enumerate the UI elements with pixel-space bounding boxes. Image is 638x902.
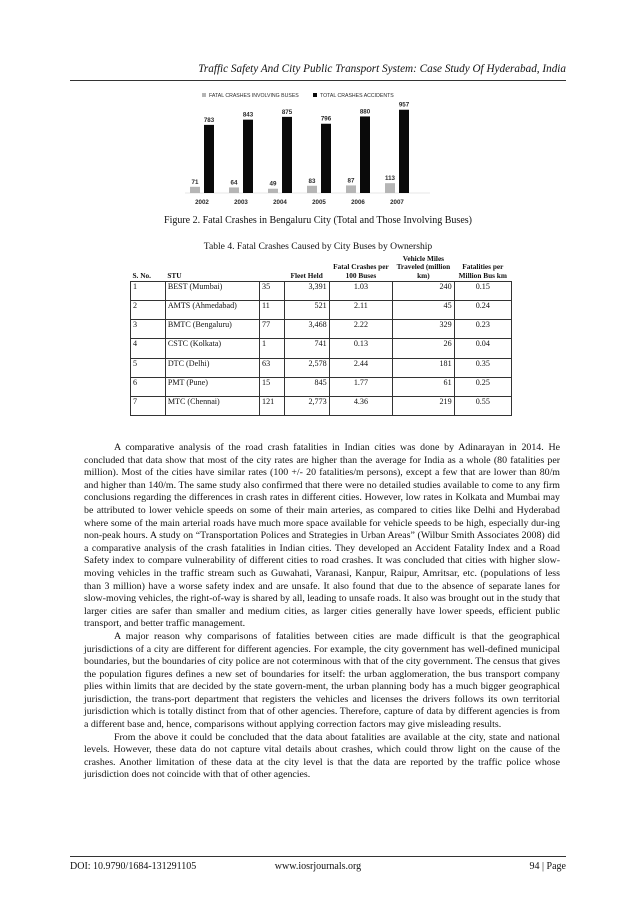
bar-total xyxy=(399,110,409,193)
cell-sno: 1 xyxy=(131,282,166,301)
cell-sno: 7 xyxy=(131,396,166,415)
col-header-blank xyxy=(260,254,285,282)
data-label-fatal: 83 xyxy=(308,177,316,185)
cell-fatal-crashes: 2.11 xyxy=(329,301,393,320)
cell-code: 1 xyxy=(260,339,285,358)
cell-fleet: 2,773 xyxy=(284,396,329,415)
table-row xyxy=(131,396,512,415)
cell-vehicle-miles: 181 xyxy=(393,358,454,377)
footer-website: www.iosrjournals.org xyxy=(274,861,362,872)
table-row xyxy=(131,377,512,396)
cell-fleet: 741 xyxy=(284,339,329,358)
table-row xyxy=(131,282,512,301)
bar-total xyxy=(321,124,331,193)
cell-code: 11 xyxy=(260,301,285,320)
table-caption: Table 4. Fatal Crashes Caused by City Buses by Ownership xyxy=(203,241,433,252)
cell-fatal-crashes: 1.77 xyxy=(329,377,393,396)
bar-total xyxy=(243,120,253,193)
cell-fatalities: 0.04 xyxy=(454,339,511,358)
cell-fatalities: 0.24 xyxy=(454,301,511,320)
footer-doi: DOI: 10.9790/1684-131291105 xyxy=(70,861,197,872)
table-header-row xyxy=(131,254,512,282)
cell-fleet: 3,391 xyxy=(284,282,329,301)
bar-fatal xyxy=(190,187,200,193)
fatal-crashes-table xyxy=(130,254,512,416)
cell-stu: MTC (Chennai) xyxy=(165,396,259,415)
cell-fatalities: 0.55 xyxy=(454,396,511,415)
cell-fatal-crashes: 4.36 xyxy=(329,396,393,415)
cell-fatal-crashes: 1.03 xyxy=(329,282,393,301)
data-label-fatal: 64 xyxy=(230,179,238,187)
data-label-total: 880 xyxy=(359,108,371,116)
x-tick-label: 2002 xyxy=(195,199,209,206)
legend-label-total: TOTAL CRASHES ACCIDENTS xyxy=(320,93,394,99)
col-header-fatalities: Fatalities per Million Bus km xyxy=(454,254,511,282)
data-label-total: 783 xyxy=(203,116,215,124)
bar-fatal xyxy=(307,186,317,193)
bar-chart xyxy=(180,88,450,216)
cell-vehicle-miles: 61 xyxy=(393,377,454,396)
bar-fatal xyxy=(385,183,395,193)
cell-stu: PMT (Pune) xyxy=(165,377,259,396)
cell-fatal-crashes: 2.44 xyxy=(329,358,393,377)
cell-code: 35 xyxy=(260,282,285,301)
bar-fatal xyxy=(346,185,356,193)
header-rule xyxy=(70,80,566,81)
table-row xyxy=(131,339,512,358)
col-header-fleet: Fleet Held xyxy=(284,254,329,282)
cell-code: 63 xyxy=(260,358,285,377)
cell-sno: 5 xyxy=(131,358,166,377)
bar-fatal xyxy=(229,187,239,193)
figure-caption: Figure 2. Fatal Crashes in Bengaluru City (Total and Those Involving Buses) xyxy=(164,215,472,226)
data-label-total: 875 xyxy=(281,108,293,116)
table-row xyxy=(131,301,512,320)
paragraph: A major reason why comparisons of fatalities between cities are made difficult is that the geographical jurisdictions of a city are different for different agencies. For example, the city government has well-defined municipal boundaries, but the boundaries of city police are not coterminous with that of the city government. The census that gives the population figures defines a new set of boundaries for itself: the urban agglomeration, the bus transport company plies within limits that are decided by the state govern-ment, the urban planning body has a much bigger geographical jurisdiction, the trans-port department that registers the vehicles and licenses the drivers follows its own territorial jurisdiction which is totally distinct from that of other agencies. Therefore, capture of data by different agencies is from a different base and, hence, comparisons without applying correction factors may give misleading results. xyxy=(84,630,560,731)
x-tick-label: 2007 xyxy=(390,199,404,206)
col-header-vehicle-miles: Vehicle Miles Traveled (million km) xyxy=(393,254,454,282)
x-tick-label: 2005 xyxy=(312,199,326,206)
legend-label-fatal: FATAL CRASHES INVOLVING BUSES xyxy=(209,93,299,99)
col-header-fatal-crashes: Fatal Crashes per 100 Buses xyxy=(329,254,393,282)
cell-stu: CSTC (Kolkata) xyxy=(165,339,259,358)
data-label-fatal: 87 xyxy=(347,177,355,185)
bar-total xyxy=(204,125,214,193)
cell-stu: BMTC (Bengaluru) xyxy=(165,320,259,339)
cell-code: 77 xyxy=(260,320,285,339)
cell-vehicle-miles: 240 xyxy=(393,282,454,301)
legend-swatch-fatal xyxy=(202,93,206,97)
data-label-fatal: 113 xyxy=(385,175,395,183)
data-label-total: 957 xyxy=(398,101,410,109)
cell-code: 121 xyxy=(260,396,285,415)
footer-rule xyxy=(70,856,566,857)
x-tick-label: 2004 xyxy=(273,199,287,206)
cell-stu: AMTS (Ahmedabad) xyxy=(165,301,259,320)
cell-fatalities: 0.23 xyxy=(454,320,511,339)
table-row xyxy=(131,320,512,339)
cell-vehicle-miles: 329 xyxy=(393,320,454,339)
cell-vehicle-miles: 219 xyxy=(393,396,454,415)
cell-stu: DTC (Delhi) xyxy=(165,358,259,377)
table-row xyxy=(131,358,512,377)
cell-fatal-crashes: 0.13 xyxy=(329,339,393,358)
footer-page-number: 94 | Page xyxy=(529,861,566,872)
cell-vehicle-miles: 45 xyxy=(393,301,454,320)
col-header-sno: S. No. xyxy=(131,254,166,282)
cell-sno: 6 xyxy=(131,377,166,396)
col-header-stu: STU xyxy=(165,254,259,282)
bar-chart-svg xyxy=(180,88,450,216)
paragraph: From the above it could be concluded that the data about fatalities are available at the city, state and national levels. However, these data do not capture vital details about crashes, which could throw light on the cause of the crashes. Another limitation of these data at the city level is that the data are reported by the traffic police whose jurisdiction does not coincide with that of other agencies. xyxy=(84,731,560,781)
data-label-total: 843 xyxy=(242,111,254,119)
cell-code: 15 xyxy=(260,377,285,396)
data-label-fatal: 71 xyxy=(191,178,199,186)
data-label-fatal: 49 xyxy=(269,180,277,188)
x-tick-label: 2006 xyxy=(351,199,365,206)
bar-total xyxy=(282,117,292,193)
cell-fleet: 3,468 xyxy=(284,320,329,339)
cell-stu: BEST (Mumbai) xyxy=(165,282,259,301)
running-header: Traffic Safety And City Public Transport System: Case Study Of Hyderabad, India xyxy=(198,63,566,75)
cell-sno: 4 xyxy=(131,339,166,358)
cell-fatalities: 0.15 xyxy=(454,282,511,301)
body-text xyxy=(84,442,560,782)
cell-fleet: 521 xyxy=(284,301,329,320)
cell-fatalities: 0.35 xyxy=(454,358,511,377)
cell-fleet: 2,578 xyxy=(284,358,329,377)
bar-fatal xyxy=(268,189,278,193)
cell-sno: 3 xyxy=(131,320,166,339)
cell-fatal-crashes: 2.22 xyxy=(329,320,393,339)
x-tick-label: 2003 xyxy=(234,199,248,206)
cell-vehicle-miles: 26 xyxy=(393,339,454,358)
cell-fleet: 845 xyxy=(284,377,329,396)
legend-swatch-total xyxy=(313,93,317,97)
cell-sno: 2 xyxy=(131,301,166,320)
paragraph: A comparative analysis of the road crash fatalities in Indian cities was done by Adinarayan in 2014. He concluded that data show that most of the city rates are higher than the average for India as a whole (80 fatalities per million). Most of the cities have similar rates (100 +/- 20 fatalities/m persons), except a few that are lower than 80/m and higher than 140/m. The same study also confirmed that there were no detailed studies available to come to any firm conclusions regarding the differences in crash rates in different cities. However, low rates in Kolkata and Mumbai may be attributed to lower vehicle speeds on some of their main arteries, as compared to cities like Delhi and Hyderabad where some of the main arterial roads have much more space available for vehicle speeds to be high, especially dur-ing non-peak hours. A study on “Transportation Polices and Strategies in Urban Areas” (Wilbur Smith Associates 2008) did a comparative analysis of the crash fatalities in Indian cities. They developed an Accident Fatality Index and a Road Safety index to compare vulnerability of different cities to road crashes. It was concluded that cities with higher slow-moving vehicles in the traffic stream such as Guwahati, Varanasi, Kanpur, Raipur, Amritsar, etc. (populations of less than 3 million) have a worse safety index and are unsafe. It also found that due to the absence of separate lanes for slow-moving vehicles, the right-of-way is shared by all, leading to unsafe roads. It also was brought out in the study that larger cities are safer than smaller and medium cities, as larger cities generally have lower speeds, efficient public transport, and better traffic management. xyxy=(84,442,560,630)
cell-fatalities: 0.25 xyxy=(454,377,511,396)
data-label-total: 796 xyxy=(320,115,332,123)
bar-total xyxy=(360,116,370,193)
